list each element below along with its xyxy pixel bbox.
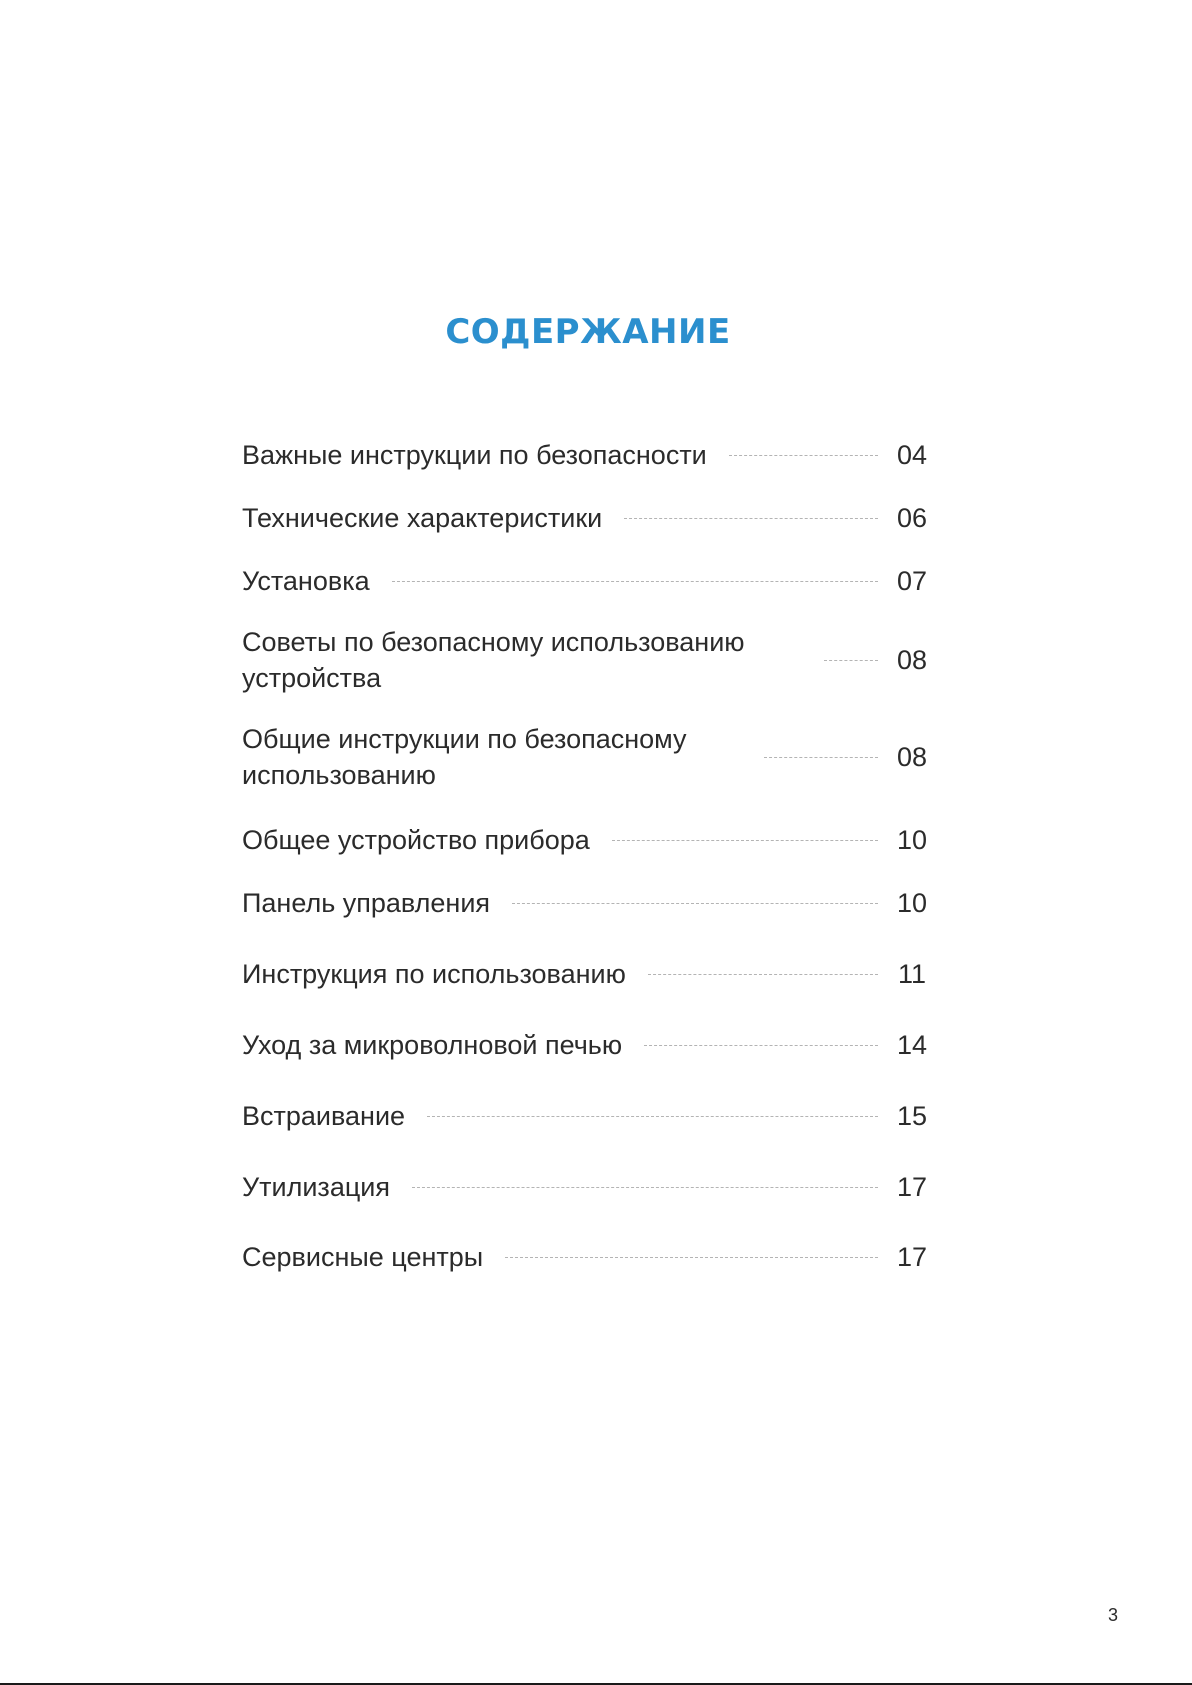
toc-dot-leader xyxy=(729,455,878,456)
toc-dot-leader xyxy=(427,1116,878,1117)
toc-title: СОДЕРЖАНИЕ xyxy=(445,312,731,352)
toc-entry-label: Общее устройство прибора xyxy=(242,825,590,855)
toc-entry-page: 10 xyxy=(896,888,928,918)
toc-entry-page: 08 xyxy=(896,645,928,675)
toc-entry-label: Сервисные центры xyxy=(242,1242,484,1272)
toc-dot-leader xyxy=(392,581,878,582)
toc-entry-label: Общие инструкции по безопасному использованию xyxy=(242,724,687,790)
toc-entry-page: 15 xyxy=(896,1101,928,1131)
toc-entry-page: 08 xyxy=(896,742,928,772)
toc-entry-installation[interactable] xyxy=(242,562,932,600)
toc-entry-general-safe-use[interactable] xyxy=(242,721,932,793)
toc-dot-leader xyxy=(824,660,878,661)
toc-entry-label: Инструкция по использованию xyxy=(242,959,626,989)
toc-dot-leader xyxy=(624,518,878,519)
toc-entry-microwave-care[interactable] xyxy=(242,1026,932,1064)
toc-entry-page: 10 xyxy=(896,825,928,855)
toc-dot-leader xyxy=(505,1257,878,1258)
toc-entry-built-in[interactable] xyxy=(242,1097,932,1135)
toc-entry-safety[interactable] xyxy=(242,436,932,474)
toc-entry-label: Советы по безопасному использованию устройства xyxy=(242,627,745,693)
toc-entry-page: 14 xyxy=(896,1030,928,1060)
toc-entry-label: Уход за микроволновой печью xyxy=(242,1030,623,1060)
toc-entry-label: Утилизация xyxy=(242,1172,390,1202)
toc-dot-leader xyxy=(612,840,878,841)
toc-dot-leader xyxy=(512,903,878,904)
toc-dot-leader xyxy=(764,757,878,758)
toc-entry-device-structure[interactable] xyxy=(242,821,932,859)
toc-entry-page: 07 xyxy=(896,566,928,596)
toc-entry-label: Установка xyxy=(242,566,370,596)
toc-dot-leader xyxy=(412,1187,878,1188)
toc-entry-page: 17 xyxy=(896,1242,928,1272)
toc-entry-label: Панель управления xyxy=(242,888,491,918)
toc-entry-safe-use-tips[interactable] xyxy=(242,624,932,696)
toc-entry-disposal[interactable] xyxy=(242,1168,932,1206)
toc-dot-leader xyxy=(644,1045,878,1046)
toc-entry-service-centers[interactable] xyxy=(242,1238,932,1276)
toc-entry-usage-instructions[interactable] xyxy=(242,955,932,993)
toc-entry-label: Важные инструкции по безопасности xyxy=(242,440,707,470)
toc-dot-leader xyxy=(648,974,878,975)
toc-entry-label: Технические характеристики xyxy=(242,503,603,533)
toc-entry-control-panel[interactable] xyxy=(242,884,932,922)
page-number: 3 xyxy=(1108,1605,1119,1625)
toc-entry-specs[interactable] xyxy=(242,499,932,537)
toc-entry-page: 17 xyxy=(896,1172,928,1202)
toc-entry-label: Встраивание xyxy=(242,1101,406,1131)
toc-entry-page: 04 xyxy=(896,440,928,470)
toc-entry-page: 06 xyxy=(896,503,928,533)
toc-entry-page: 11 xyxy=(897,959,927,989)
